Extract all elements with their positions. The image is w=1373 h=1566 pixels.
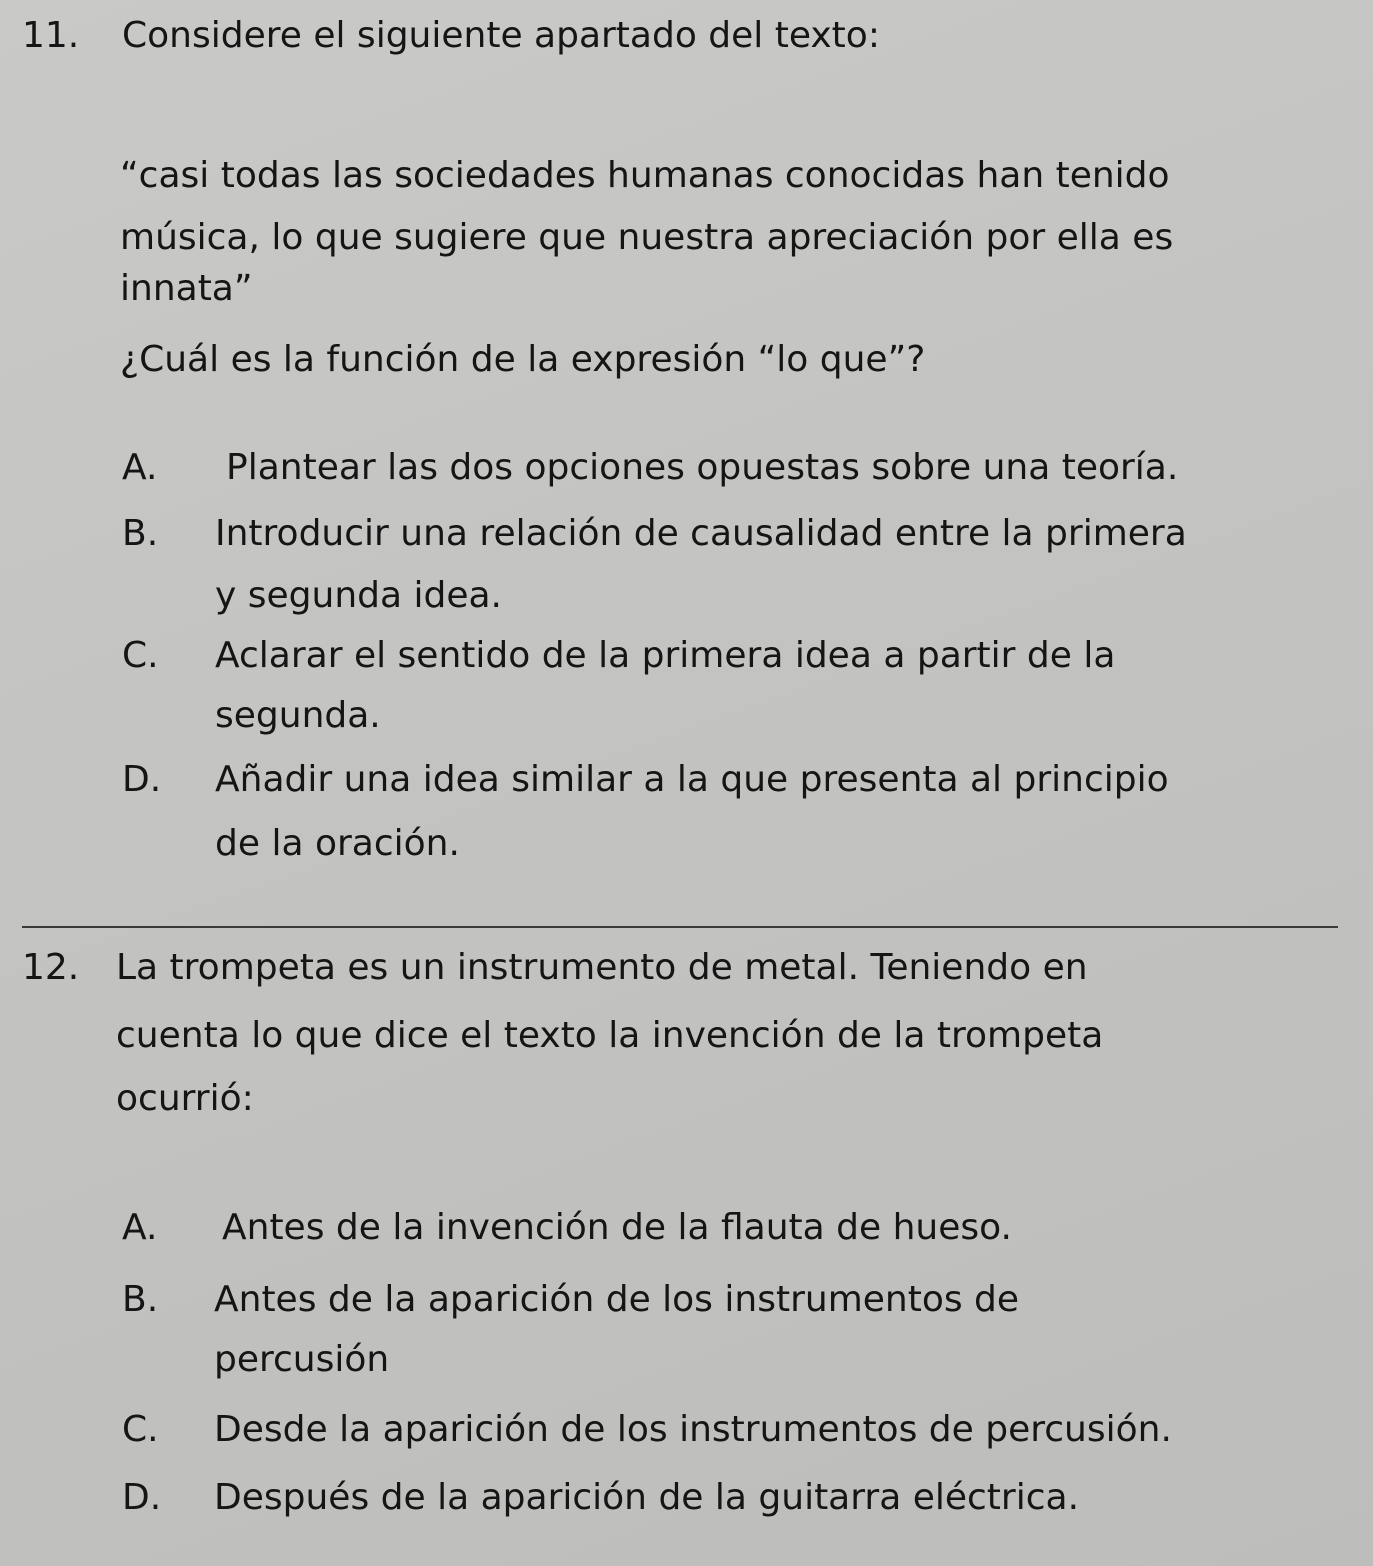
option-letter: C. (122, 635, 159, 676)
option-text: Antes de la aparición de los instrumentos de (214, 1279, 1020, 1320)
section-divider (22, 926, 1338, 928)
option-text: Añadir una idea similar a la que presenta al principio (215, 759, 1169, 800)
option-text: percusión (214, 1339, 390, 1380)
option-letter: B. (122, 513, 159, 554)
option-letter: A. (122, 447, 158, 488)
option-text: Plantear las dos opciones opuestas sobre una teoría. (226, 447, 1179, 488)
option-text: Desde la aparición de los instrumentos de percusión. (214, 1409, 1172, 1450)
quote-line: “casi todas las sociedades humanas conocidas han tenido (120, 155, 1170, 196)
question-number: 12. (22, 947, 80, 988)
option-text: Antes de la invención de la flauta de hueso. (222, 1207, 1012, 1248)
option-letter: D. (122, 1477, 162, 1518)
option-letter: B. (122, 1279, 159, 1320)
question-number: 11. (22, 15, 80, 56)
option-letter: D. (122, 759, 162, 800)
option-letter: A. (122, 1207, 158, 1248)
quote-line: música, lo que sugiere que nuestra apreciación por ella es (120, 217, 1174, 258)
option-text: de la oración. (215, 823, 460, 864)
quote-line: innata” (120, 268, 253, 309)
option-text: Introducir una relación de causalidad entre la primera (215, 513, 1187, 554)
question-intro: Considere el siguiente apartado del texto: (122, 15, 880, 56)
option-text: segunda. (215, 695, 381, 736)
question-prompt: ¿Cuál es la función de la expresión “lo que”? (120, 339, 926, 380)
question-stem-line: cuenta lo que dice el texto la invención de la trompeta (116, 1015, 1104, 1056)
question-stem-line: La trompeta es un instrumento de metal. Teniendo en (116, 947, 1088, 988)
option-text: Después de la aparición de la guitarra eléctrica. (214, 1477, 1080, 1518)
option-letter: C. (122, 1409, 159, 1450)
option-text: y segunda idea. (215, 575, 502, 616)
question-stem-line: ocurrió: (116, 1078, 254, 1119)
option-text: Aclarar el sentido de la primera idea a partir de la (215, 635, 1116, 676)
